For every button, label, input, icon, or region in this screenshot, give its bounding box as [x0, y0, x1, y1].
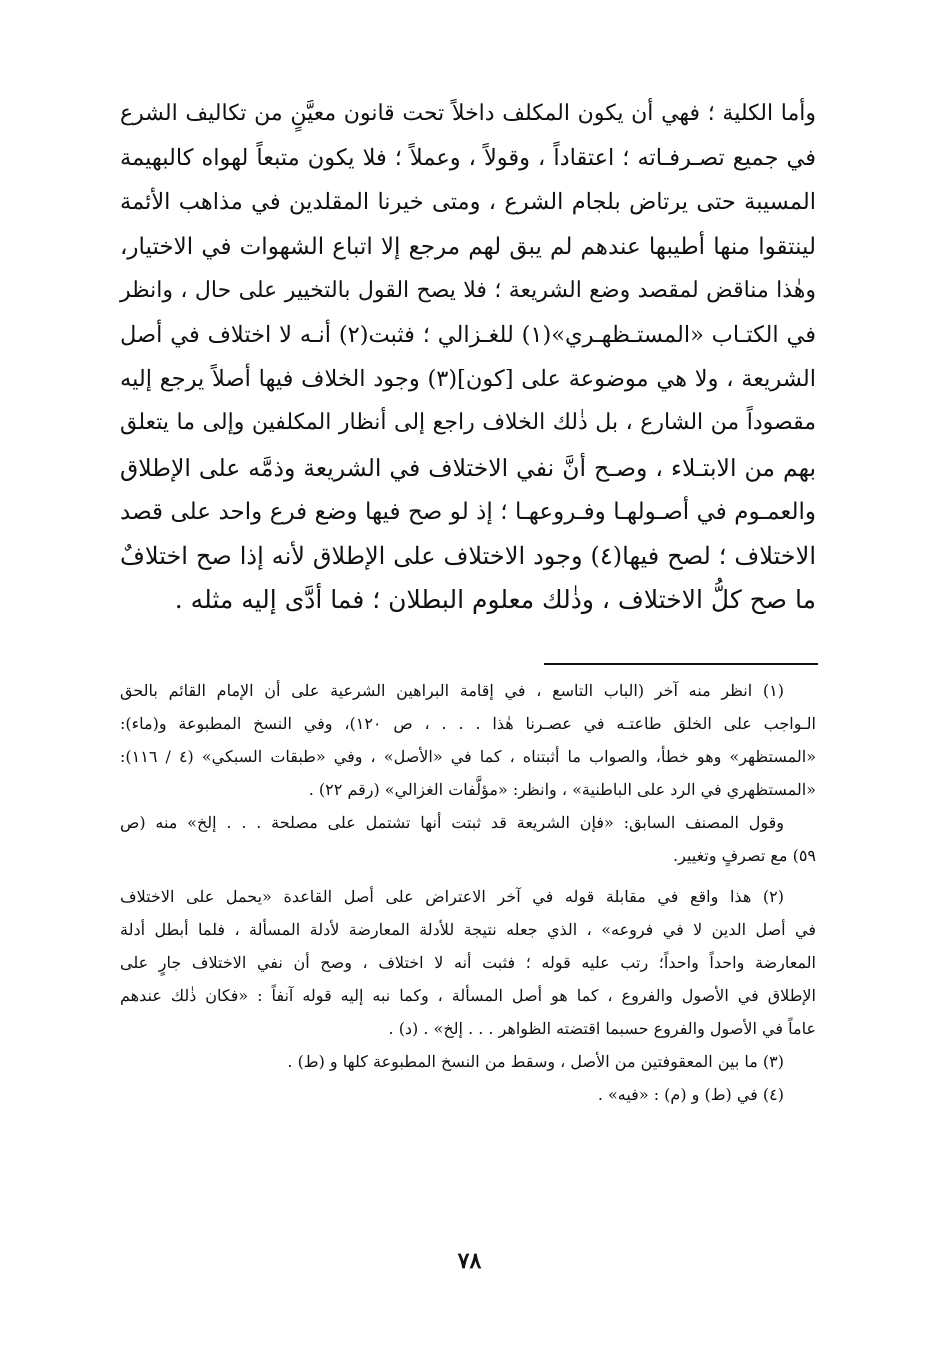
- footnote-line: ٥٩) مع تصرفٍ وتغيير.: [673, 846, 816, 865]
- footnote-line: المعارضة واحداً واحداً؛ رتب عليه قوله ؛ فثبت أنه لا اختلاف ، وصح أن نفي الاختلاف جارٍ على: [120, 953, 816, 972]
- main-line: المسيبة حتى يرتاض بلجام الشرع ، ومتى خيرنا المقلدين في مذاهب الأئمة: [120, 189, 816, 216]
- footnote-gap: [120, 872, 816, 880]
- footnote-line: (٢) هذا واقع في مقابلة قوله في آخر الاعتراض على أصل القاعدة «يحمل على الاختلاف: [120, 887, 784, 906]
- footnote-separator: [544, 663, 818, 665]
- footnote-line: «المستظهري في الرد على الباطنية» ، وانظر: «مؤلَّفات الغزالي» (رقم ٢٢) .: [308, 780, 816, 799]
- footnote-1: [120, 674, 816, 872]
- footnotes-section: [120, 674, 816, 1111]
- main-line: مقصوداً من الشارع ، بل ذٰلك الخلاف راجع إلى أنظار المكلفين وإلى ما يتعلق: [120, 410, 816, 436]
- page-number: ٧٨: [457, 1248, 482, 1274]
- main-line: بهم من الابتـلاء ، وصـح أنَّ نفي الاختلاف في الشريعة وذمَّه على الإطلاق: [120, 453, 816, 482]
- footnote-line: «المستظهر» وهو خطأ، والصواب ما أثبتناه ، كما في «الأصل» ، وفي «طبقات السبكي» (٤ / ١١٦):: [120, 747, 816, 766]
- main-line: والعمـوم في أصـولهـا وفـروعهـا ؛ إذ لو صح فيها وضع فرع واحد على قصد: [120, 498, 816, 525]
- footnote-2: [120, 880, 816, 1045]
- footnote-4: [120, 1078, 816, 1111]
- main-line: في الكتـاب «المستـظهـري»(١) للغـزالي ؛ فثبت(٢) أنـه لا اختلاف في أصل: [120, 321, 816, 348]
- footnote-line: وقول المصنف السابق: «فإن الشريعة قد ثبتت أنها تشتمل على مصلحة . . . إلخ» منه (ص: [120, 813, 784, 832]
- footnote-3: [120, 1045, 816, 1078]
- main-text-body: [120, 92, 816, 622]
- footnote-line: (٤) في (ط) و (م) : «فيه» .: [597, 1085, 784, 1104]
- main-line: لينتقوا منها أطيبها عندهم لم يبق لهم مرجع إلا اتباع الشهوات في الاختيار،: [120, 233, 816, 260]
- main-line: الشريعة ، ولا هي موضوعة على [كون](٣) وجود الخلاف فيها أصلاً يرجع إليه: [120, 366, 817, 393]
- footnote-line: (١) انظر منه آخر (الباب التاسع ، في إقامة البراهين الشرعية على أن الإمام القائم بالحق: [120, 681, 784, 700]
- footnote-line: الـواجب على الخلق طاعتـه في عصـرنا هٰذا . . . ، ص ١٢٠)، وفي النسخ المطبوعة و(ماء):: [120, 714, 816, 733]
- main-line: في جميع تصـرفـاته ؛ اعتقاداً ، وقولاً ، وعملاً ؛ فلا يكون متبعاً لهواه كالبهيمة: [120, 145, 816, 172]
- footnote-line: عاماً في الأصول والفروع حسبما اقتضته الظواهر . . . إلخ» . (د) .: [388, 1019, 816, 1038]
- main-line: وهٰذا مناقض لمقصد وضع الشريعة ؛ فلا يصح القول بالتخيير على حال ، وانظر: [120, 277, 816, 303]
- main-line: ما صح كلُّ الاختلاف ، وذٰلك معلوم البطلان ؛ فما أدَّى إليه مثله .: [174, 585, 816, 615]
- main-line: وأما الكلية ؛ فهي أن يكون المكلف داخلاً تحت قانون معيَّنٍ من تكاليف الشرع: [120, 101, 816, 126]
- footnote-line: (٣) ما بين المعقوفتين من الأصل ، وسقط من النسخ المطبوعة كلها و (ط) .: [287, 1052, 784, 1071]
- footnote-line: الإطلاق في الأصول والفروع ، كما هو أصل المسألة ، وكما نبه إليه قوله آنفاً : «فكان ذٰلك عندهم: [120, 986, 816, 1005]
- main-line: الاختلاف ؛ لصح فيها(٤) وجود الاختلاف على الإطلاق لأنه إذا صح اختلافٌ: [120, 541, 816, 570]
- footnote-line: في أصل الدين لا في فروعه» ، الذي جعله نتيجة للأدلة المعارضة لأدلة المسألة ، فلما أبطل أدلة: [120, 920, 816, 939]
